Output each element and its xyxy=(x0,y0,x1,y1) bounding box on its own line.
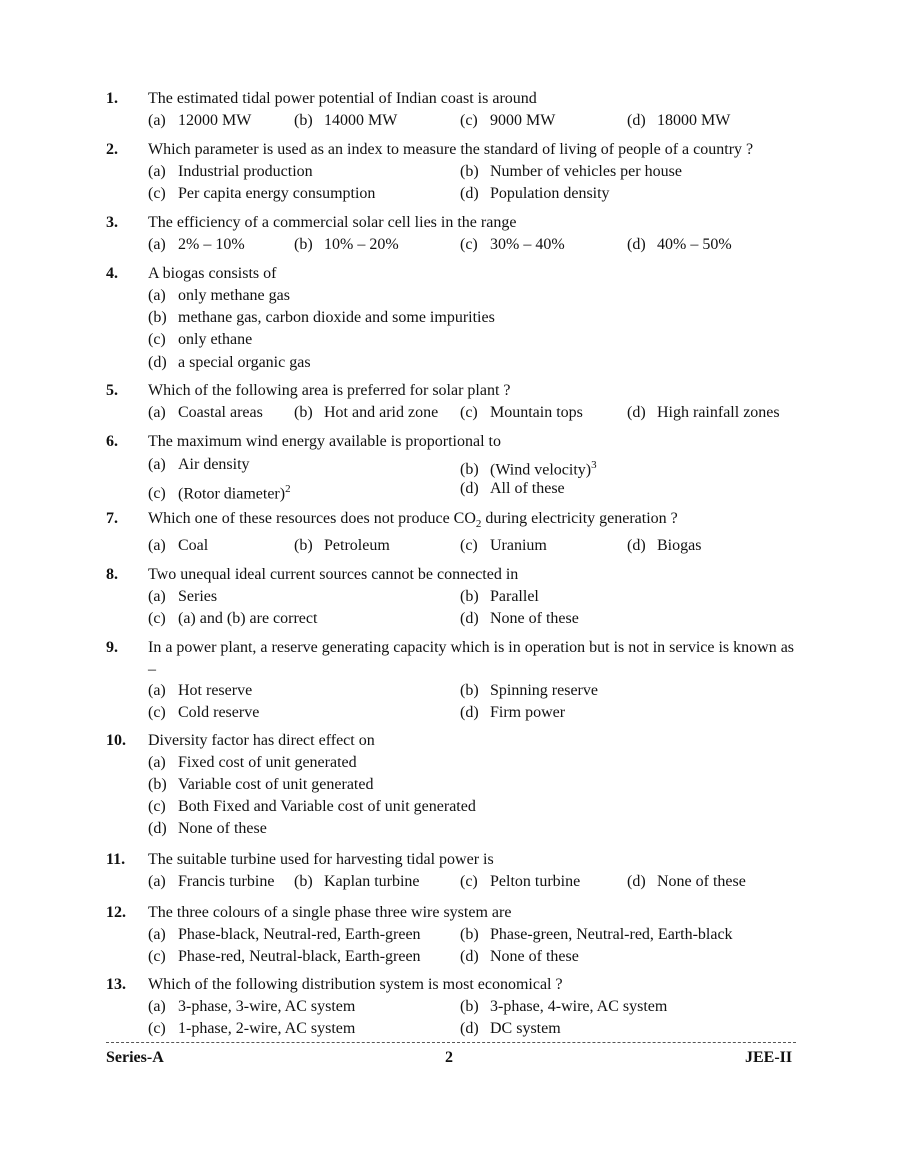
option-d: (d) DC system xyxy=(460,1020,561,1037)
question-number: 9. xyxy=(106,639,118,656)
option-a: (a) Phase-black, Neutral-red, Earth-green xyxy=(148,926,421,943)
option-d: (d) a special organic gas xyxy=(148,354,311,371)
option-c: (c) Phase-red, Neutral-black, Earth-green xyxy=(148,948,421,965)
option-d: (d) High rainfall zones xyxy=(627,404,780,421)
option-c: (c) (Rotor diameter)$^2$ xyxy=(148,483,291,503)
footer-divider xyxy=(106,1042,796,1043)
subscript: 2 xyxy=(475,518,482,531)
option-b: (b) 3-phase, 4-wire, AC system xyxy=(460,998,668,1015)
option-a: (a) Francis turbine xyxy=(148,873,275,890)
question-stem: The efficiency of a commercial solar cell lies in the range xyxy=(148,214,517,231)
option-c: (c) (a) and (b) are correct xyxy=(148,610,318,627)
question-number: 3. xyxy=(106,214,118,231)
option-d: (d) All of these xyxy=(460,480,565,497)
option-c: (c) 30% – 40% xyxy=(460,236,565,253)
question-stem: A biogas consists of xyxy=(148,265,277,282)
option-a: (a) Industrial production xyxy=(148,163,313,180)
option-d: (d) Biogas xyxy=(627,537,702,554)
question-stem: The three colours of a single phase three wire system are xyxy=(148,904,512,921)
option-c: (c) Per capita energy consumption xyxy=(148,185,376,202)
footer-exam-code: JEE-II xyxy=(745,1049,793,1066)
question-stem: Which one of these resources does not produce $CO_2$ during electricity generation ? xyxy=(148,510,678,531)
option-a: (a) Coastal areas xyxy=(148,404,263,421)
question-number: 1. xyxy=(106,90,118,107)
option-b: (b) (Wind velocity)$^3$ xyxy=(460,459,597,479)
option-d: (d) None of these xyxy=(627,873,746,890)
option-b: (b) methane gas, carbon dioxide and some impurities xyxy=(148,309,495,326)
question-number: 12. xyxy=(106,904,126,921)
option-b: (b) Number of vehicles per house xyxy=(460,163,682,180)
option-c: (c) Both Fixed and Variable cost of unit generated xyxy=(148,798,476,815)
question-stem: Diversity factor has direct effect on xyxy=(148,732,375,749)
option-a: (a) Coal xyxy=(148,537,209,554)
option-a: (a) 12000 MW xyxy=(148,112,252,129)
option-b: (b) Phase-green, Neutral-red, Earth-black xyxy=(460,926,733,943)
option-a: (a) Hot reserve xyxy=(148,682,253,699)
option-b: (b) Variable cost of unit generated xyxy=(148,776,374,793)
option-d: (d) None of these xyxy=(148,820,267,837)
option-d: (d) 18000 MW xyxy=(627,112,731,129)
option-c: (c) 9000 MW xyxy=(460,112,556,129)
option-c: (c) 1-phase, 2-wire, AC system xyxy=(148,1020,356,1037)
question-number: 13. xyxy=(106,976,126,993)
question-number: 6. xyxy=(106,433,118,450)
option-c: (c) Mountain tops xyxy=(460,404,583,421)
question-number: 8. xyxy=(106,566,118,583)
question-number: 4. xyxy=(106,265,118,282)
question-number: 2. xyxy=(106,141,118,158)
question-stem: The suitable turbine used for harvesting tidal power is xyxy=(148,851,494,868)
option-d: (d) None of these xyxy=(460,948,579,965)
option-a: (a) Series xyxy=(148,588,218,605)
footer-series: Series-A xyxy=(106,1049,164,1066)
question-stem: Which parameter is used as an index to measure the standard of living of people of a country ? xyxy=(148,141,754,158)
option-b: (b) Kaplan turbine xyxy=(294,873,420,890)
exponent: 3 xyxy=(591,459,597,471)
option-b: (b) Spinning reserve xyxy=(460,682,598,699)
option-a: (a) Fixed cost of unit generated xyxy=(148,754,357,771)
question-stem: In a power plant, a reserve generating capacity which is in operation but is not in service is known as – xyxy=(148,639,795,678)
option-d: (d) None of these xyxy=(460,610,579,627)
option-b: (b) Petroleum xyxy=(294,537,390,554)
question-number: 7. xyxy=(106,510,118,527)
question-stem: Two unequal ideal current sources cannot be connected in xyxy=(148,566,519,583)
option-c: (c) Uranium xyxy=(460,537,547,554)
question-number: 5. xyxy=(106,382,118,399)
option-b: (b) Parallel xyxy=(460,588,539,605)
option-b: (b) 10% – 20% xyxy=(294,236,399,253)
option-a: (a) Air density xyxy=(148,456,250,473)
option-c: (c) only ethane xyxy=(148,331,253,348)
option-d: (d) 40% – 50% xyxy=(627,236,732,253)
option-b: (b) Hot and arid zone xyxy=(294,404,439,421)
exponent: 2 xyxy=(285,483,291,495)
question-stem: Which of the following distribution system is most economical ? xyxy=(148,976,563,993)
question-stem: The maximum wind energy available is proportional to xyxy=(148,433,501,450)
question-number: 10. xyxy=(106,732,126,749)
option-a: (a) only methane gas xyxy=(148,287,290,304)
option-a: (a) 2% – 10% xyxy=(148,236,245,253)
option-d: (d) Population density xyxy=(460,185,610,202)
question-stem: Which of the following area is preferred for solar plant ? xyxy=(148,382,511,399)
footer-page-number: 2 xyxy=(445,1049,453,1066)
option-a: (a) 3-phase, 3-wire, AC system xyxy=(148,998,356,1015)
question-number: 11. xyxy=(106,851,126,868)
option-c: (c) Cold reserve xyxy=(148,704,260,721)
option-c: (c) Pelton turbine xyxy=(460,873,581,890)
question-stem: The estimated tidal power potential of Indian coast is around xyxy=(148,90,537,107)
option-d: (d) Firm power xyxy=(460,704,566,721)
option-b: (b) 14000 MW xyxy=(294,112,398,129)
